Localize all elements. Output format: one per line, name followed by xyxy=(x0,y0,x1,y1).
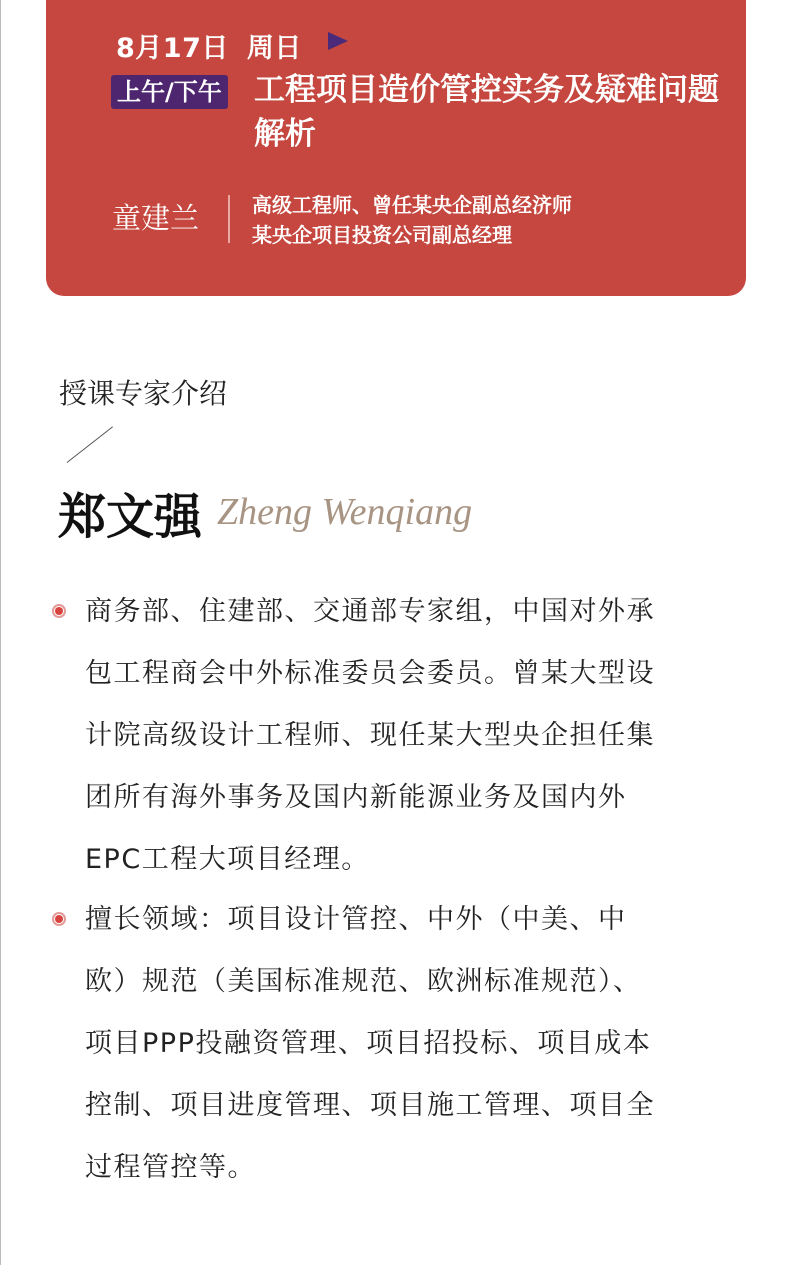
weekday: 周日 xyxy=(246,33,302,64)
course-card xyxy=(46,0,746,296)
speaker-description xyxy=(252,190,572,250)
bullet-icon xyxy=(52,912,66,926)
bullet-icon xyxy=(52,604,66,618)
bio-paragraph xyxy=(85,889,655,1199)
speaker-desc-line: 高级工程师、曾任某央企副总经济师 xyxy=(252,193,572,217)
bio-line: EPC工程大项目经理。 xyxy=(85,844,370,875)
bio-paragraph xyxy=(85,581,655,891)
course-title: 工程项目造价管控实务及疑难问题解析 xyxy=(254,72,719,152)
speaker-desc-line: 某央企项目投资公司副总经理 xyxy=(252,223,512,247)
bio-line: 项目PPP投融资管理、项目招投标、项目成本 xyxy=(85,1028,652,1059)
course-date xyxy=(116,26,302,65)
bio-line: 商务部、住建部、交通部专家组，中国对外承 xyxy=(85,596,655,627)
section-title: 授课专家介绍 xyxy=(59,377,228,410)
arrow-right-icon xyxy=(328,32,348,50)
bio-line: 擅长领域：项目设计管控、中外（中美、中 xyxy=(85,904,627,935)
date-text: 8月17日 xyxy=(116,33,229,64)
bio-line: 包工程商会中外标准委员会委员。曾某大型设 xyxy=(85,658,655,689)
bio-line: 过程管控等。 xyxy=(85,1152,256,1183)
speaker-name: 童建兰 xyxy=(112,201,200,235)
expert-name: 郑文强 xyxy=(58,489,203,545)
bio-line: 欧）规范（美国标准规范、欧洲标准规范）、 xyxy=(85,966,642,997)
decorative-slash xyxy=(67,426,113,462)
divider xyxy=(228,195,230,243)
bio-line: 团所有海外事务及国内新能源业务及国内外 xyxy=(85,782,627,813)
bio-line: 控制、项目进度管理、项目施工管理、项目全 xyxy=(85,1090,655,1121)
session-badge: 上午/下午 xyxy=(111,75,228,109)
expert-pinyin: Zheng Wenqiang xyxy=(217,491,473,533)
bio-line: 计院高级设计工程师、现任某大型央企担任集 xyxy=(85,720,655,751)
